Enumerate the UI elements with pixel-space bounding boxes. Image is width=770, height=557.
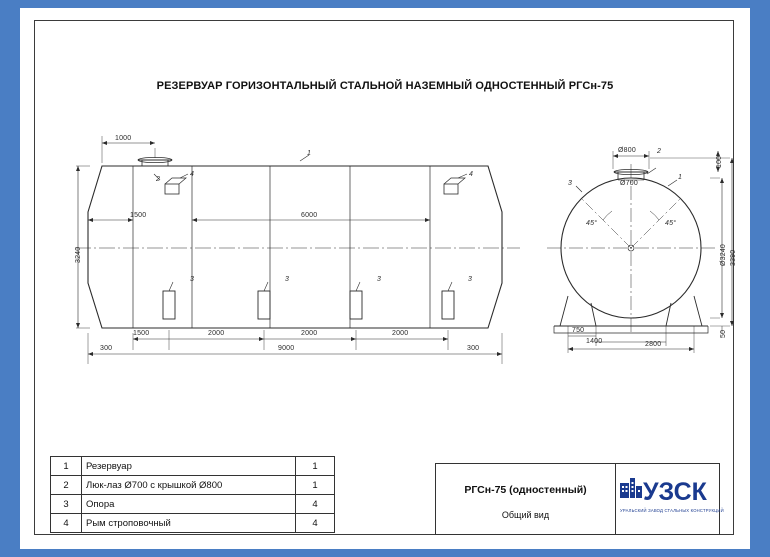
company-logo (615, 464, 724, 534)
dim-side-2000-a: 2000 (208, 330, 225, 337)
table-row (51, 476, 335, 495)
callout-side-1: 1 (307, 150, 312, 157)
angle-right-45: 45° (665, 220, 677, 227)
dim-front-50: 50 (720, 329, 727, 338)
dim-front-2800: 2800 (645, 341, 662, 348)
table-row (51, 495, 335, 514)
callout-front-3: 3 (568, 180, 573, 187)
parts-table (50, 456, 335, 533)
angle-left-45: 45° (586, 220, 598, 227)
table-row (51, 457, 335, 476)
callout-side-4a: 4 (190, 171, 195, 178)
page-title: РЕЗЕРВУАР ГОРИЗОНТАЛЬНЫЙ СТАЛЬНОЙ НАЗЕМНЫЙ ОДНОСТЕННЫЙ РГСн-75 (156, 80, 614, 92)
part-pos: 4 (51, 514, 82, 533)
dim-side-3240: 3240 (75, 246, 82, 263)
dim-front-750: 750 (572, 327, 585, 334)
logo-tagline: УРАЛЬСКИЙ ЗАВОД СТАЛЬНЫХ КОНСТРУКЦИЙ (620, 508, 724, 513)
part-pos: 2 (51, 476, 82, 495)
callout-front-2: 2 (657, 148, 662, 155)
callout-side-3a: 3 (190, 276, 195, 283)
part-qty: 1 (296, 457, 335, 476)
dim-side-6000: 6000 (301, 212, 318, 219)
dim-side-1500-bottom: 1500 (133, 330, 150, 337)
table-row (51, 514, 335, 533)
callout-side-3b: 3 (285, 276, 290, 283)
dim-side-2000-c: 2000 (392, 330, 409, 337)
callout-side-2: 2 (156, 176, 161, 183)
dim-side-1500-top: 1500 (130, 212, 147, 219)
dim-front-3390: 3390 (730, 249, 737, 266)
part-qty: 4 (296, 514, 335, 533)
dim-front-100: 100 (716, 155, 723, 168)
dim-side-9000: 9000 (278, 345, 295, 352)
factory-icon (619, 474, 643, 500)
part-name: Опора (82, 495, 296, 514)
dim-front-neck: Ø700 (620, 180, 638, 187)
part-pos: 3 (51, 495, 82, 514)
callout-side-3c: 3 (377, 276, 382, 283)
part-name: Рым строповочный (82, 514, 296, 533)
part-name: Люк-лаз Ø700 с крышкой Ø800 (82, 476, 296, 495)
dim-side-300-left: 300 (100, 345, 113, 352)
dim-side-1000: 1000 (115, 135, 132, 142)
dim-front-diameter: Ø3240 (720, 243, 727, 266)
product-name: РГСн-75 (одностенный) (464, 484, 587, 496)
part-qty: 1 (296, 476, 335, 495)
part-pos: 1 (51, 457, 82, 476)
callout-side-3d: 3 (468, 276, 473, 283)
part-name: Резервуар (82, 457, 296, 476)
drawing-kind: Общий вид (501, 510, 550, 520)
logo-wordmark: УЗСК (643, 478, 707, 506)
title-block (435, 463, 724, 535)
dim-front-1400: 1400 (586, 338, 603, 345)
part-qty: 4 (296, 495, 335, 514)
dim-side-2000-b: 2000 (301, 330, 318, 337)
callout-side-4b: 4 (469, 171, 474, 178)
dim-side-300-right: 300 (467, 345, 480, 352)
title-block-text (436, 464, 616, 534)
drawing-sheet (20, 8, 750, 549)
callout-front-1: 1 (678, 174, 683, 181)
dim-front-hatch: Ø800 (618, 147, 636, 154)
